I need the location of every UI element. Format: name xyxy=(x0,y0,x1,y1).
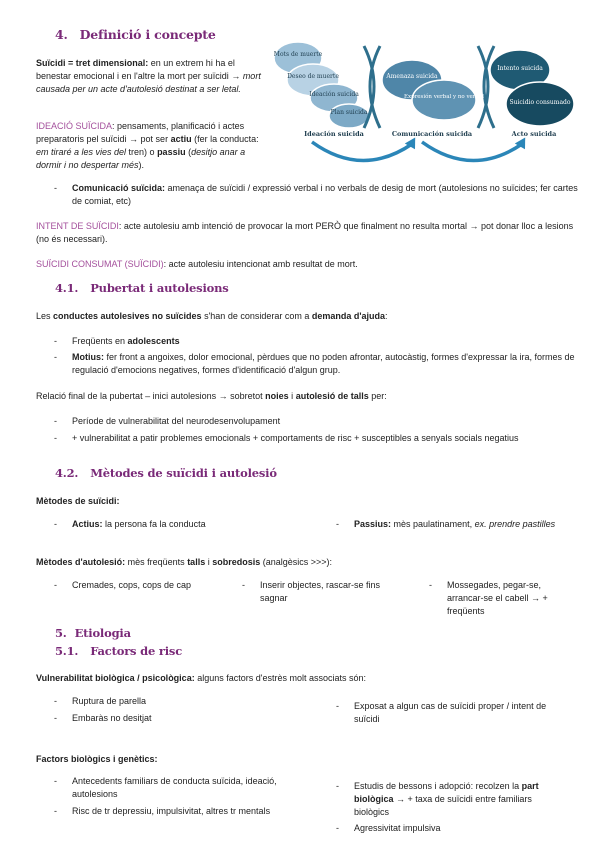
section-number: 4.2. xyxy=(55,466,79,480)
arrowhead-icon xyxy=(515,138,530,153)
list-text: + vulnerabilitat a patir problemes emocionals + comportaments de risc + susceptibles a senyals socials negatius xyxy=(72,433,519,443)
stage-label: Acto suicida xyxy=(511,130,557,138)
bold-text: autolesió de talls xyxy=(295,391,369,401)
suicide-continuum-diagram xyxy=(272,28,584,176)
list-text xyxy=(54,182,584,208)
bullet-dash: - xyxy=(54,696,57,706)
list-text: Cremades, cops, cops de cap xyxy=(72,580,192,590)
bubble-label: Plan suicida xyxy=(330,109,368,116)
list-item xyxy=(54,695,294,708)
text: i xyxy=(205,557,213,567)
list-item xyxy=(54,712,294,725)
stage-label: Ideación suicida xyxy=(304,130,364,138)
text: amenaça de suïcidi / expressió verbal i no verbals de desig de mort (autolesions no suïcides; fer cartes de comiat, etc) xyxy=(72,183,578,206)
bullet-dash: - xyxy=(336,781,339,791)
list-item xyxy=(54,351,584,377)
list-item xyxy=(54,432,584,445)
bullet-dash: - xyxy=(54,352,57,362)
bold-text: talls xyxy=(187,557,206,567)
arrow-icon: → xyxy=(218,391,228,401)
list-item xyxy=(54,415,584,428)
bubble-label: Deseo de muerte xyxy=(287,73,339,80)
text: per: xyxy=(368,391,387,401)
arrow-icon: → xyxy=(469,221,479,231)
text: : pensaments, planificació i actes preparatoris pel suïcidi xyxy=(36,121,245,144)
bubble-label: Amenaza suicida xyxy=(386,73,438,80)
text: en un extrem hi ha el benestar emocional i en l'altre la mort per suïcidi xyxy=(36,58,235,81)
text: Relació final de la pubertat – inici autolesions xyxy=(36,391,219,401)
bullet-dash: - xyxy=(336,519,339,529)
bubble-label: Mots de muerte xyxy=(273,51,323,58)
bold-text: passiu xyxy=(157,147,186,157)
text: (fer la conducta: xyxy=(191,134,259,144)
term: Suïcidi = tret dimensional: xyxy=(36,58,149,68)
section-4-heading xyxy=(55,28,216,41)
text: (analgèsics >>>): xyxy=(260,557,333,567)
bullet-dash: - xyxy=(54,713,57,723)
section-title: Definició i concepte xyxy=(79,27,216,42)
term: IDEACIÓ SUÏCIDA xyxy=(36,121,113,131)
section-number: 5.1. xyxy=(55,644,79,658)
text: pot ser xyxy=(138,134,171,144)
bullet-dash: - xyxy=(242,580,245,590)
bullet-dash: - xyxy=(54,183,57,193)
section-title: Etiologia xyxy=(74,626,131,640)
intent-definition xyxy=(36,220,586,246)
list-text: Ruptura de parella xyxy=(72,696,147,706)
text: alguns factors d'estrès molt associats són: xyxy=(194,673,366,683)
bold-text: Passius: xyxy=(354,519,392,529)
text: ). xyxy=(138,160,145,170)
italic-text: mort causada per un acte d'autolesió destinat a ser letal. xyxy=(36,71,261,94)
list-text: Embaràs no desitjat xyxy=(72,713,152,723)
section-title: Factors de risc xyxy=(90,644,182,658)
text: Estudis de bessons i adopció: recolzen la xyxy=(354,781,522,791)
text: → + taxa de suïcidi entre familiars biològics xyxy=(354,794,532,817)
stage-label: Comunicación suicida xyxy=(391,130,473,138)
section-number: 4. xyxy=(55,27,68,42)
bullet-dash: - xyxy=(54,580,57,590)
list-text xyxy=(336,780,566,819)
bubble-label: Intento suicida xyxy=(497,65,543,72)
vulnerabilitat-intro xyxy=(36,672,586,685)
section-5-heading xyxy=(55,627,131,640)
ideacio-definition xyxy=(36,120,266,172)
bubble-label: Suicidio consumado xyxy=(509,99,571,106)
text: pot donar lloc a lesions (no és necessari). xyxy=(36,221,574,244)
arrowhead-icon xyxy=(405,138,420,153)
bubble-expresion xyxy=(412,80,476,120)
list-item xyxy=(54,182,584,208)
text: i xyxy=(288,391,296,401)
italic-text: ex. prendre pastilles xyxy=(474,519,556,529)
bullet-dash: - xyxy=(336,701,339,711)
text: tren) o xyxy=(126,147,158,157)
section-title: Mètodes de suïcidi i autolesió xyxy=(90,466,277,480)
bold-text: Actius: xyxy=(72,519,103,529)
bold-text: Motius: xyxy=(72,352,104,362)
italic-text: em tiraré a les vies del xyxy=(36,147,127,157)
text: : xyxy=(385,311,388,321)
bubble-label: Ideación suicida xyxy=(309,91,359,98)
bullet-dash: - xyxy=(54,433,57,443)
metodes-suicidi-title: Mètodes de suïcidi: xyxy=(36,496,120,506)
arrow-icon: → xyxy=(231,71,241,81)
bold-text: sobredosis xyxy=(212,557,261,567)
bold-text: noies xyxy=(265,391,289,401)
section-5-1-heading xyxy=(55,645,182,658)
list-item xyxy=(54,518,294,531)
bullet-dash: - xyxy=(54,776,57,786)
italic-text: desitjo anar a dormir i no despertar més xyxy=(36,147,246,170)
list-item xyxy=(336,822,566,835)
bullet-dash: - xyxy=(54,519,57,529)
section-number: 4.1. xyxy=(55,281,79,295)
bold-text: part biològica xyxy=(354,781,539,804)
bold-text: Vulnerabilitat biològica / psicològica: xyxy=(36,673,195,683)
text: s'han de considerar com a xyxy=(201,311,312,321)
curved-arrow-icon xyxy=(312,142,412,161)
section-title: Pubertat i autolesions xyxy=(90,281,229,295)
bullet-dash: - xyxy=(54,336,57,346)
consumat-definition xyxy=(36,258,586,271)
text: Les xyxy=(36,311,54,321)
text: ( xyxy=(185,147,192,157)
text: sobretot xyxy=(227,391,266,401)
list-item xyxy=(54,775,284,801)
list-text: Període de vulnerabilitat del neurodesenvolupament xyxy=(72,416,281,426)
bold-text: Mètodes d'autolesió: xyxy=(36,557,126,567)
list-item xyxy=(54,805,284,818)
bullet-dash: - xyxy=(429,580,432,590)
list-item xyxy=(242,579,392,605)
arrow-icon: → xyxy=(129,134,139,144)
text: : acte autolesiu amb intenció de provocar la mort PERÒ que finalment no resulta mortal xyxy=(118,221,470,231)
bold-text: actiu xyxy=(170,134,192,144)
text: fer front a angoixes, dolor emocional, pèrdues que no poden afrontar, autocàstig, formes d'expressar la ira, formes de regulació d'emocions negatives, formes d'identificació d'algun grup. xyxy=(72,352,575,375)
term: SUÏCIDI CONSUMAT (SUÏCIDI) xyxy=(36,259,164,269)
text: la persona fa la conducta xyxy=(102,519,206,529)
text: mès paulatinament, xyxy=(391,519,475,529)
list-text: Risc de tr depressiu, impulsivitat, altres tr mentals xyxy=(72,806,271,816)
pubertat-relacio xyxy=(36,390,586,403)
text: mès freqüents xyxy=(125,557,188,567)
section-4-1-heading xyxy=(55,282,229,295)
bullet-dash: - xyxy=(54,416,57,426)
curved-arrow-icon xyxy=(422,142,522,161)
pubertat-intro xyxy=(36,310,586,323)
bold-text: adolescents xyxy=(127,336,180,346)
bubble-label: Expresión verbal y no verbal xyxy=(403,94,485,100)
list-item xyxy=(336,700,566,726)
text: Freqüents en xyxy=(72,336,128,346)
list-text xyxy=(336,518,566,531)
bold-text: conductes autolesives no suïcides xyxy=(53,311,202,321)
list-text xyxy=(54,335,584,348)
list-text: Agressivitat impulsiva xyxy=(354,823,441,833)
factors-biologics-title: Factors biològics i genètics: xyxy=(36,754,158,764)
list-item xyxy=(429,579,565,618)
text: : acte autolesiu intencionat amb resultat de mort. xyxy=(163,259,358,269)
bubble-plan xyxy=(329,104,369,128)
bullet-dash: - xyxy=(54,806,57,816)
list-item xyxy=(54,579,204,592)
list-item xyxy=(54,335,584,348)
section-4-2-heading xyxy=(55,467,277,480)
list-text: Antecedents familiars de conducta suïcida, ideació, autolesions xyxy=(72,776,277,799)
suicidi-definition xyxy=(36,57,266,96)
term: Comunicació suïcida: xyxy=(72,183,166,193)
list-item xyxy=(336,780,566,819)
metodes-autolesio xyxy=(36,556,586,569)
bold-text: demanda d'ajuda xyxy=(311,311,386,321)
section-number: 5. xyxy=(55,626,67,640)
bullet-dash: - xyxy=(336,823,339,833)
list-text: Mossegades, pegar-se, arrancar-se el cabell → + freqüents xyxy=(447,580,548,616)
list-text xyxy=(54,518,294,531)
list-text: Exposat a algun cas de suïcidi proper / intent de suïcidi xyxy=(354,701,547,724)
list-text xyxy=(54,351,584,377)
list-item xyxy=(336,518,566,531)
list-text: Inserir objectes, rascar-se fins sagnar xyxy=(260,580,381,603)
term: INTENT DE SUÏCIDI xyxy=(36,221,119,231)
